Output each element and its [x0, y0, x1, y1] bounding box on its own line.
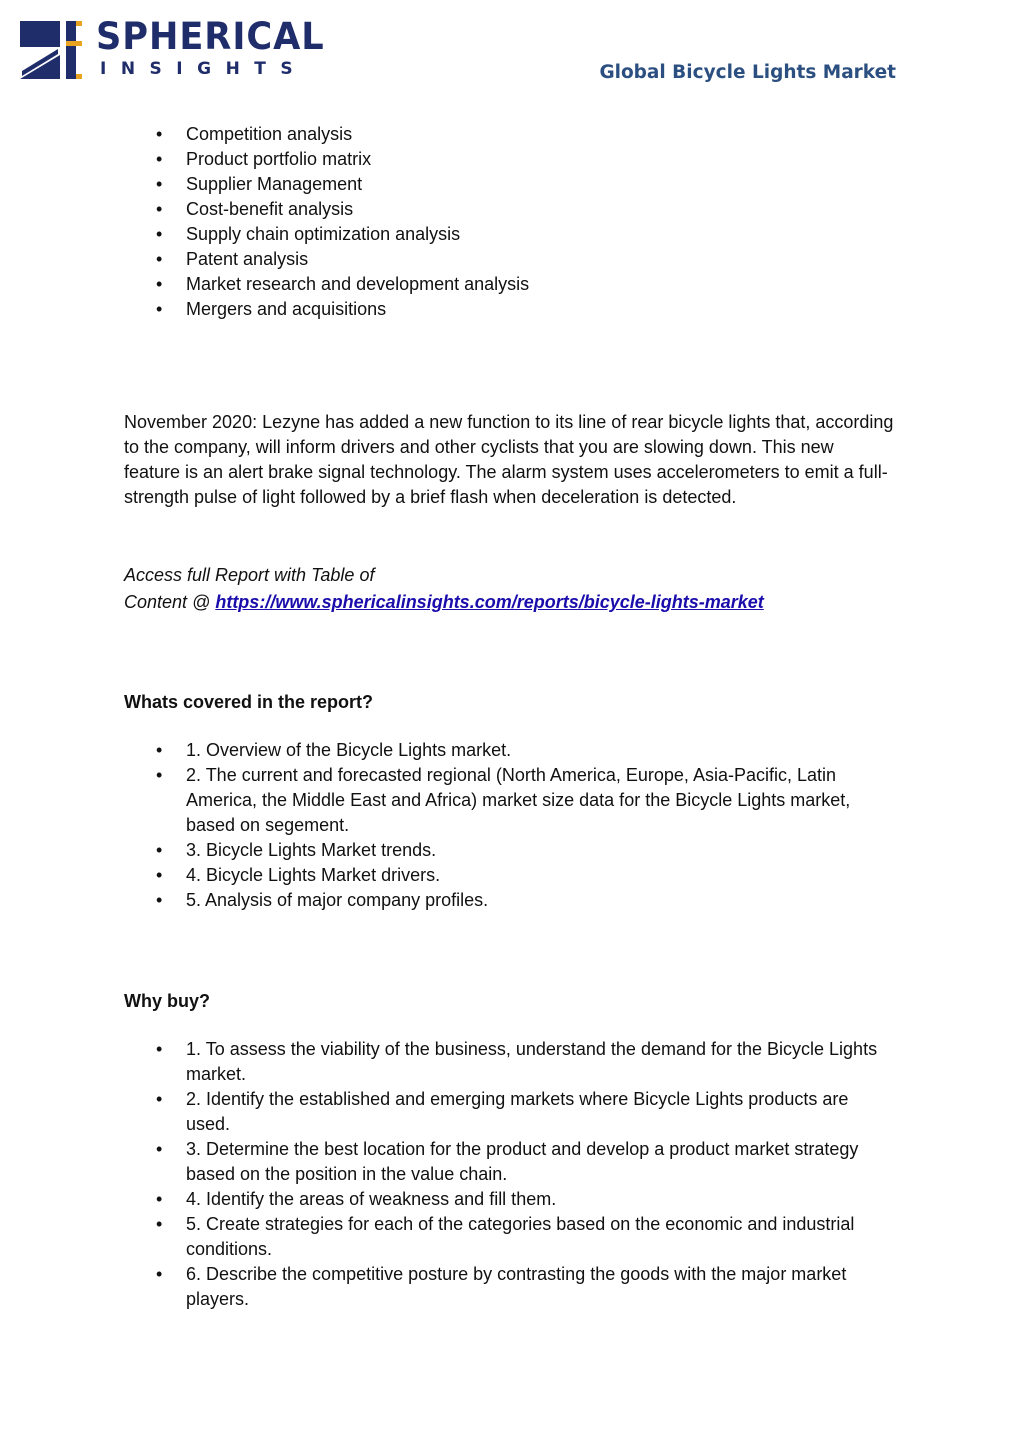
list-item: • 3. Determine the best location for the product and develop a product market strategy based on the position in the value chain. — [124, 1137, 894, 1187]
services-list — [124, 122, 894, 322]
list-item: • 4. Bicycle Lights Market drivers. — [124, 863, 894, 888]
access-report-block — [124, 562, 894, 616]
list-item: • 2. The current and forecasted regional (North America, Europe, Asia-Pacific, Latin America, the Middle East and Africa) market size data for the Bicycle Lights market, based on segement. — [124, 763, 894, 838]
list-item: • Supplier Management — [124, 172, 894, 197]
list-item: • 5. Analysis of major company profiles. — [124, 888, 894, 913]
list-item: • 5. Create strategies for each of the categories based on the economic and industrial conditions. — [124, 1212, 894, 1262]
logo-subtitle: INSIGHTS — [100, 59, 308, 79]
list-item: • 1. Overview of the Bicycle Lights market. — [124, 738, 894, 763]
list-item: • Patent analysis — [124, 247, 894, 272]
access-line-1: Access full Report with Table of — [124, 565, 375, 585]
list-item: • 1. To assess the viability of the business, understand the demand for the Bicycle Lights market. — [124, 1037, 894, 1087]
document-body — [124, 122, 894, 1312]
report-title: Global Bicycle Lights Market — [599, 62, 896, 83]
list-item: • 2. Identify the established and emerging markets where Bicycle Lights products are used. — [124, 1087, 894, 1137]
access-line-2 — [124, 589, 894, 616]
list-item: • Mergers and acquisitions — [124, 297, 894, 322]
list-item: • Product portfolio matrix — [124, 147, 894, 172]
why-buy-heading: Why buy? — [124, 991, 210, 1011]
logo-wordmark: SPHERICAL — [96, 15, 325, 58]
news-paragraph: November 2020: Lezyne has added a new function to its line of rear bicycle lights that, according to the company, will inform drivers and other cyclists that you are slowing down. This new feature is an alert brake signal technology. The alarm system uses accelerometers to emit a full-strength pulse of light followed by a brief flash when deceleration is detected. — [124, 412, 894, 507]
list-item: • Market research and development analysis — [124, 272, 894, 297]
company-logo — [20, 15, 325, 82]
list-item: • Cost-benefit analysis — [124, 197, 894, 222]
covered-list — [124, 738, 894, 913]
list-item: • Competition analysis — [124, 122, 894, 147]
list-item: • 4. Identify the areas of weakness and fill them. — [124, 1187, 894, 1212]
list-item: • 6. Describe the competitive posture by contrasting the goods with the major market players. — [124, 1262, 894, 1312]
list-item: • Supply chain optimization analysis — [124, 222, 894, 247]
spherical-insights-logo-icon — [20, 21, 82, 79]
access-prefix: Content @ — [124, 592, 216, 612]
list-item: • 3. Bicycle Lights Market trends. — [124, 838, 894, 863]
report-link[interactable]: https://www.sphericalinsights.com/reports/bicycle-lights-market — [215, 592, 764, 612]
covered-heading: Whats covered in the report? — [124, 692, 374, 712]
why-buy-list — [124, 1037, 894, 1312]
